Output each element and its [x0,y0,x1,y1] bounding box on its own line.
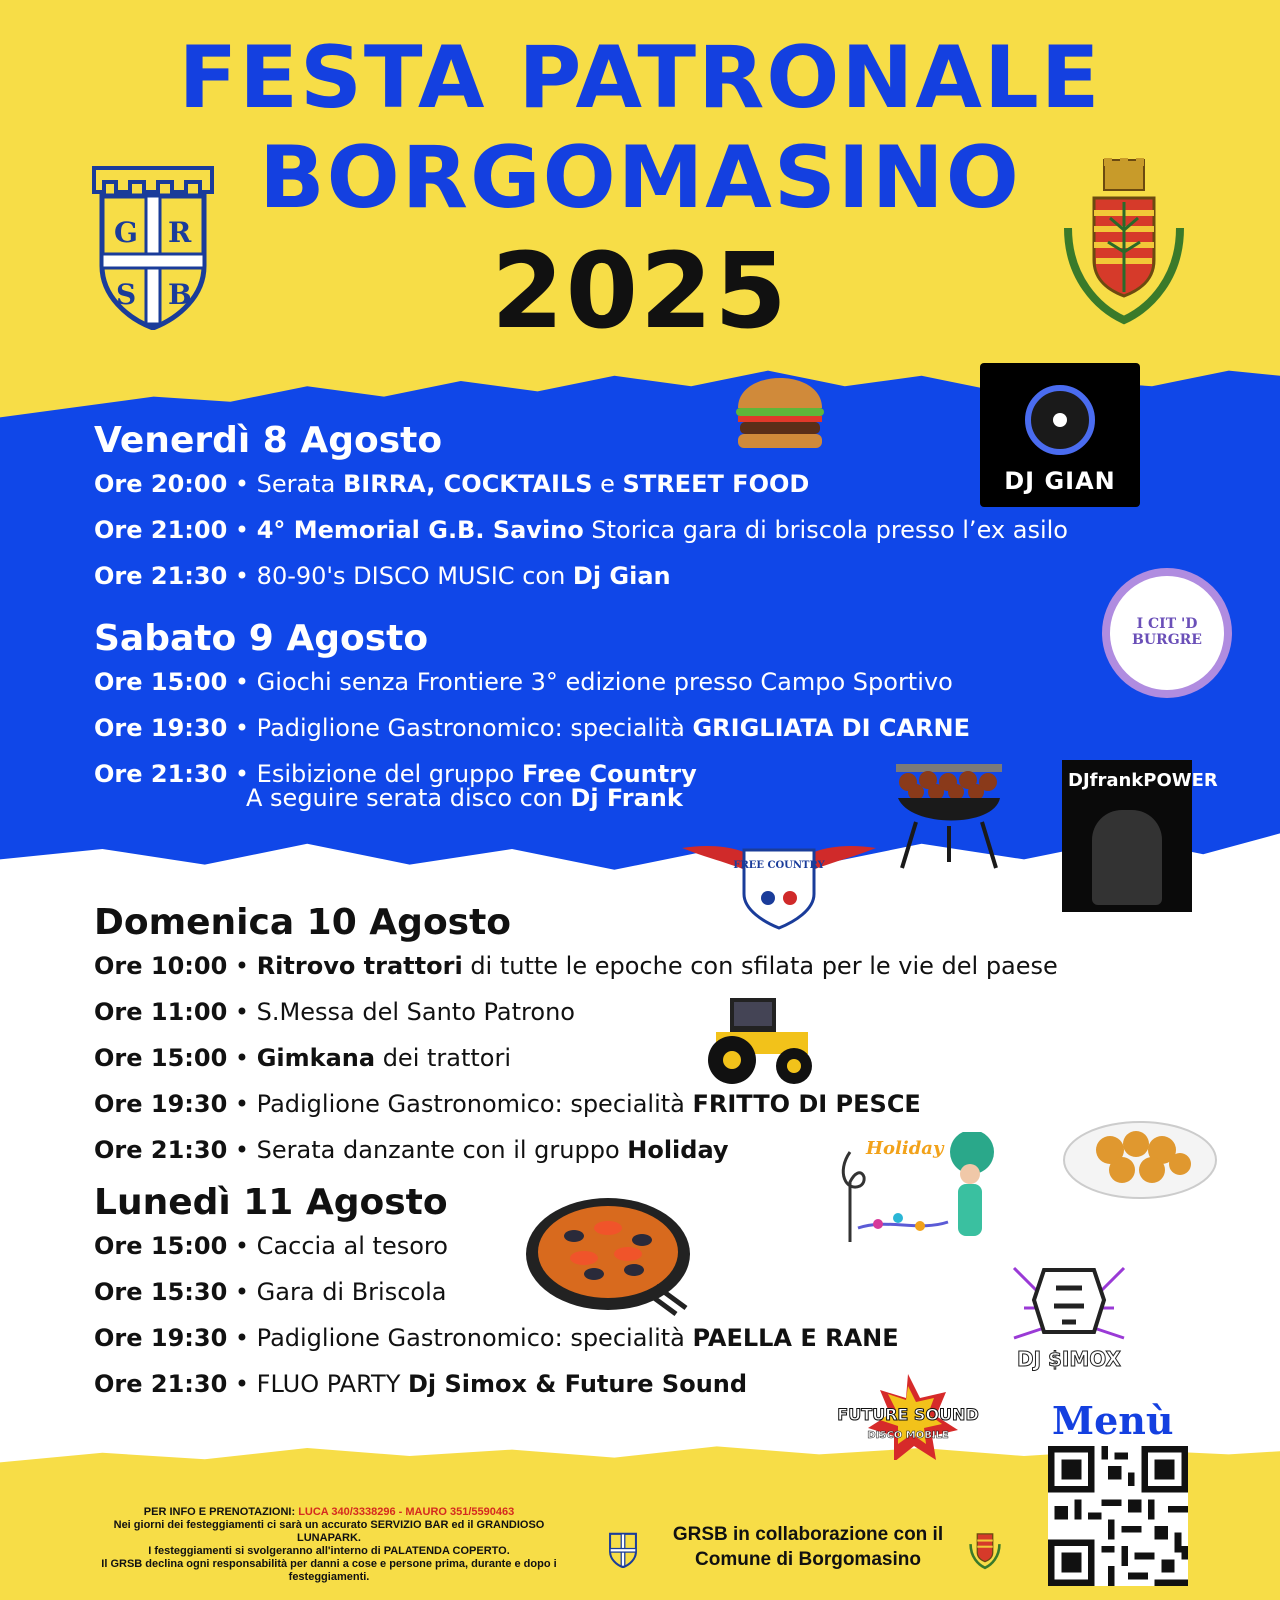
event-time: Ore 15:00 [94,1044,228,1072]
dj-frank-photo [1062,760,1218,912]
grsb-shield-logo [86,158,220,330]
collab-line1: GRSB in collaborazione con il [672,1524,944,1545]
event-text: • Padiglione Gastronomico: specialità [227,1090,693,1118]
footer-info-prefix: PER INFO E PRENOTAZIONI: [143,1506,299,1518]
borgomasino-small-arms-icon [968,1526,1002,1570]
event-highlight: PAELLA E RANE [692,1324,899,1352]
festival-year: 2025 [491,230,789,352]
grill-image [886,758,1012,870]
festival-title-line1: FESTA PATRONALE [178,28,1102,128]
event-time: Ore 19:30 [94,1090,228,1118]
event-text: • Esibizione del gruppo [227,760,522,788]
event-text: • FLUO PARTY [227,1370,408,1398]
day-title-domenica: Domenica 10 Agosto [94,902,512,943]
collab-line2: Comune di Borgomasino [695,1549,921,1570]
collaboration-text [648,1522,968,1572]
event-highlight: Dj Frank [570,784,683,812]
dj-gian-label: DJ GIAN [1004,467,1116,495]
event-line [94,952,1058,980]
menu-label: Menù [1052,1398,1174,1443]
dj-gian-logo [980,363,1140,507]
menu-qr-code[interactable] [1048,1446,1188,1586]
event-line [94,714,970,742]
event-time: Ore 19:30 [94,1324,228,1352]
dj-frank-label: DJfrankPOWER [1068,770,1218,791]
dj-frank-figure [1092,810,1162,905]
future-sound-sub-label: DISCO MOBILE [867,1430,949,1441]
paella-image [524,1196,696,1316]
event-time: Ore 10:00 [94,952,228,980]
event-highlight: Dj Simox & Future Sound [407,1370,748,1398]
grsb-letter-s: S [116,278,137,311]
event-text: e [592,470,623,498]
day-title-sabato: Sabato 9 Agosto [94,618,429,659]
event-highlight: GRIGLIATA DI CARNE [692,714,971,742]
borgomasino-coat-of-arms [1058,158,1190,328]
grsb-letter-b: B [168,278,192,311]
event-highlight: BIRRA, COCKTAILS [343,470,593,498]
holiday-label: Holiday [866,1138,944,1159]
event-highlight: Gimkana [256,1044,376,1072]
future-sound-label: FUTURE SOUND [837,1405,979,1424]
grsb-small-shield-icon [606,1524,640,1568]
footer-info-line1 [84,1506,574,1519]
footer-info-line2: Nei giorni dei festeggiamenti ci sarà un accurato SERVIZIO BAR ed il GRANDIOSO LUNAPARK. [113,1519,545,1544]
event-time: Ore 21:30 [94,562,228,590]
festival-title-line2: BORGOMASINO [259,128,1021,228]
dj-simox-logo [1004,1258,1134,1382]
grsb-letter-g: G [114,216,138,249]
i-cit-d-burgre-label: I CIT 'D BURGRE [1132,616,1202,648]
event-text: • [227,516,257,544]
footer-info-line4: Il GRSB declina ogni responsabilità per danni a cose e persone prima, durante e dopo i festeggiamenti. [101,1558,557,1583]
event-line [94,1232,448,1260]
footer-info-line3: I festeggiamenti si svolgeranno all'interno di PALATENDA COPERTO. [148,1545,510,1557]
event-line [94,562,671,590]
event-highlight: Dj Gian [572,562,671,590]
event-time: Ore 15:30 [94,1278,228,1306]
event-text: A seguire serata disco con [246,784,571,812]
event-line [94,470,809,498]
event-highlight: STREET FOOD [622,470,810,498]
event-text: • [227,1044,257,1072]
event-text: • Caccia al tesoro [227,1232,448,1260]
event-line [94,516,1068,544]
event-line [94,998,575,1026]
event-text: dei trattori [375,1044,512,1072]
event-text: • 80-90's DISCO MUSIC con [227,562,573,590]
event-line [94,1090,921,1118]
event-highlight: Ritrovo trattori [256,952,463,980]
event-continuation [246,784,683,812]
event-highlight: Holiday [627,1136,729,1164]
tractor-image [696,994,820,1088]
vinyl-disc-icon [1025,385,1095,455]
fried-fish-image [1060,1100,1220,1200]
event-text: • S.Messa del Santo Patrono [227,998,575,1026]
dj-simox-label: DJ $IMOX [1017,1347,1121,1371]
event-highlight: 4° Memorial G.B. Savino [256,516,584,544]
event-text: • Padiglione Gastronomico: specialità [227,1324,693,1352]
event-highlight: Free Country [521,760,697,788]
i-cit-d-burgre-logo [1102,568,1232,698]
event-time: Ore 19:30 [94,714,228,742]
event-line [94,1370,747,1398]
event-time: Ore 21:30 [94,760,228,788]
holiday-logo [834,1132,1008,1250]
event-text: di tutte le epoche con sfilata per le vie del paese [462,952,1058,980]
day-title-lunedi: Lunedì 11 Agosto [94,1182,448,1223]
event-time: Ore 21:30 [94,1370,228,1398]
event-time: Ore 21:30 [94,1136,228,1164]
event-time: Ore 11:00 [94,998,228,1026]
event-line [94,1278,446,1306]
event-time: Ore 15:00 [94,1232,228,1260]
event-text: • Serata danzante con il gruppo [227,1136,628,1164]
event-time: Ore 20:00 [94,470,228,498]
event-line [94,1044,511,1072]
free-country-label: FREE COUNTRY [733,860,825,871]
footer-info [84,1506,574,1584]
footer-contacts: LUCA 340/3338296 - MAURO 351/5590463 [298,1506,515,1518]
qr-code-icon [1048,1446,1188,1586]
event-text: Storica gara di briscola presso l’ex asilo [583,516,1068,544]
event-text: • Gara di Briscola [227,1278,447,1306]
event-text: • Giochi senza Frontiere 3° edizione presso Campo Sportivo [227,668,953,696]
grsb-letter-r: R [168,216,192,249]
event-line [94,668,953,696]
event-highlight: FRITTO DI PESCE [692,1090,921,1118]
event-text: • [227,952,257,980]
burger-image [732,372,828,458]
event-line [94,1136,729,1164]
event-line [94,1324,899,1352]
event-text: • Padiglione Gastronomico: specialità [227,714,693,742]
future-sound-logo [834,1372,982,1460]
free-country-logo [682,834,876,930]
event-time: Ore 21:00 [94,516,228,544]
event-text: • Serata [227,470,343,498]
day-title-venerdi: Venerdì 8 Agosto [94,420,443,461]
event-time: Ore 15:00 [94,668,228,696]
